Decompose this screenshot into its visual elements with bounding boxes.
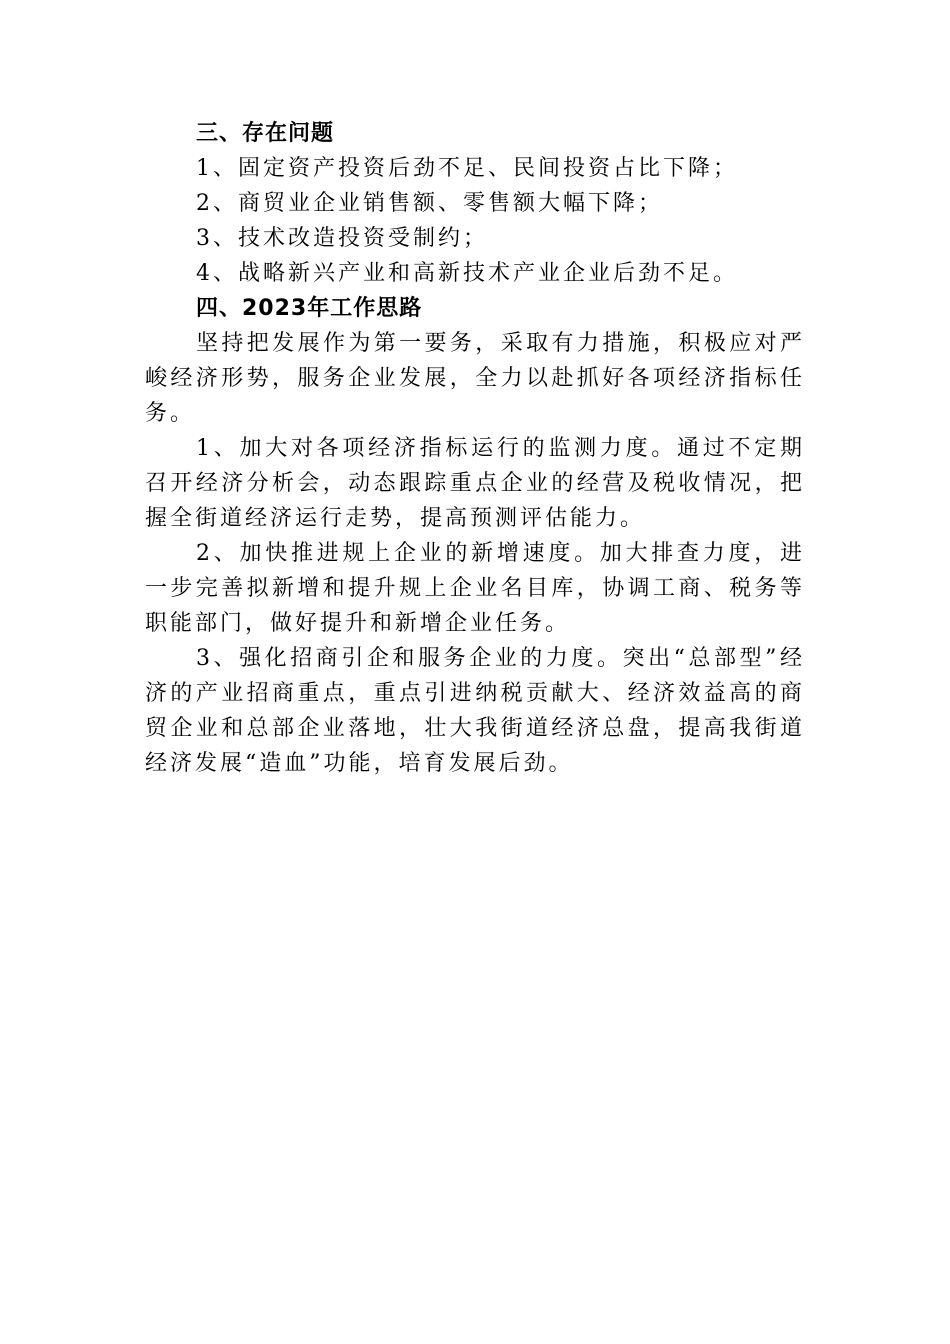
problem-item: 1、固定资产投资后劲不足、民间投资占比下降； [196, 156, 738, 181]
section-heading-problems: 三、存在问题 [196, 121, 335, 146]
section-heading-plan: 四、2023年工作思路 [196, 296, 423, 321]
problem-item: 2、商贸业企业销售额、零售额大幅下降； [196, 191, 663, 216]
plan-item-paragraph: 3、强化招商引企和服务企业的力度。突出“总部型”经济的产业招商重点，重点引进纳税贡献大、经济效益高的商贸企业和总部企业落地，壮大我街道经济总盘，提高我街道经济发展“造血”功能，培育发展后劲。 [145, 646, 805, 776]
document-page [145, 116, 805, 781]
plan-intro-paragraph: 坚持把发展作为第一要务，采取有力措施，积极应对严峻经济形势，服务企业发展，全力以赴抓好各项经济指标任务。 [145, 331, 805, 426]
problem-item: 3、技术改造投资受制约； [196, 226, 488, 251]
plan-item-paragraph: 1、加大对各项经济指标运行的监测力度。通过不定期召开经济分析会，动态跟踪重点企业的经营及税收情况，把握全街道经济运行走势，提高预测评估能力。 [145, 436, 805, 531]
problem-item: 4、战略新兴产业和高新技术产业企业后劲不足。 [196, 261, 738, 286]
plan-item-paragraph: 2、加快推进规上企业的新增速度。加大排查力度，进一步完善拟新增和提升规上企业名目库，协调工商、税务等职能部门，做好提升和新增企业任务。 [145, 541, 805, 636]
